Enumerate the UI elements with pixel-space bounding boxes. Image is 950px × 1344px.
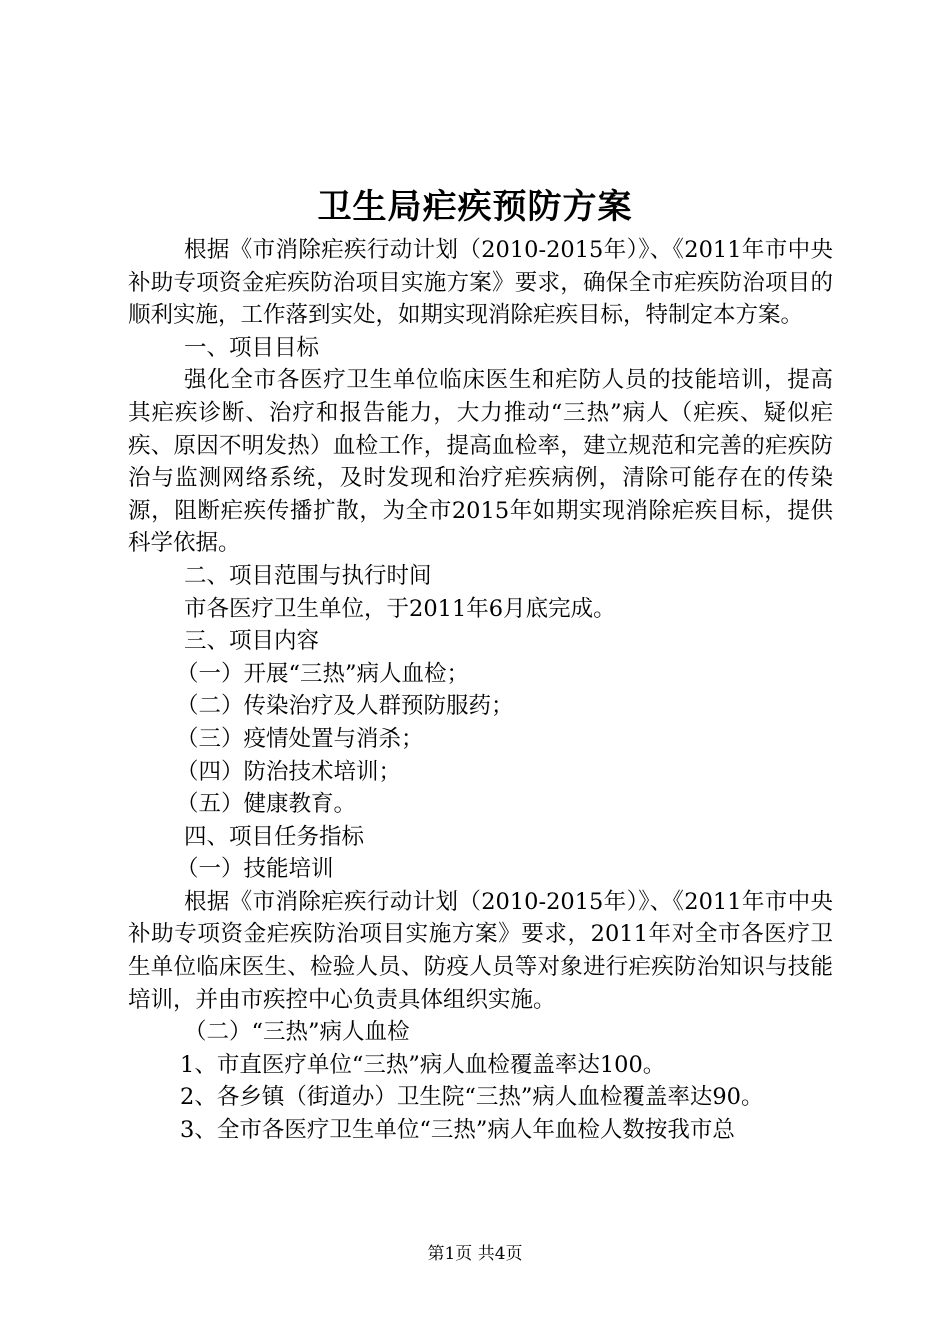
list-item: 1、市直医疗单位“三热”病人血检覆盖率达100。 [180,1051,666,1078]
list-item: （五）健康教育。 [176,791,357,818]
heading-scope-time: 二、项目范围与执行时间 [184,562,432,589]
paragraph-project-goal: 强化全市各医疗卫生单位临床医生和疟防人员的技能培训，提高其疟疾诊断、治疗和报告能力，大力推动“三热”病人（疟疾、疑似疟疾、原因不明发热）血检工作，提高血检率，建立规范和完善的疟疾防治与监测网络系统，及时发现和治疗疟疾病例，清除可能存在的传染源，阻断疟疾传播扩散，为全市2015年如期实现消除疟疾目标，提供科学依据。 [128,367,833,557]
subheading-blood-test: （二）“三热”病人血检 [184,1019,410,1046]
paragraph-intro: 根据《市消除疟疾行动计划（2010-2015年）》、《2011年市中央补助专项资金疟疾防治项目实施方案》要求，确保全市疟疾防治项目的顺利实施，工作落到实处，如期实现消除疟疾目标，特制定本方案。 [128,237,833,329]
list-item: （四）防治技术培训； [176,758,402,785]
heading-project-goal: 一、项目目标 [184,334,320,361]
paragraph-skill-training: 根据《市消除疟疾行动计划（2010-2015年）》、《2011年市中央补助专项资金疟疾防治项目实施方案》要求，2011年对全市各医疗卫生单位临床医生、检验人员、防疫人员等对象进行疟疾防治知识与技能培训，并由市疾控中心负责具体组织实施。 [128,888,833,1013]
document-title: 卫生局疟疾预防方案 [317,187,633,227]
list-item: 3、全市各医疗卫生单位“三热”病人年血检人数按我市总 [180,1117,735,1144]
list-item: （一）开展“三热”病人血检； [176,660,470,687]
list-item: （三）疫情处置与消杀； [176,725,424,752]
list-item: （二）传染治疗及人群预防服药； [176,693,514,720]
list-item: 2、各乡镇（街道办）卫生院“三热”病人血检覆盖率达90。 [180,1084,764,1111]
heading-task-indicators: 四、项目任务指标 [184,823,365,850]
heading-project-content: 三、项目内容 [184,628,320,655]
page-footer: 第1页 共4页 [427,1244,523,1264]
paragraph-scope-time: 市各医疗卫生单位，于2011年6月底完成。 [184,595,616,622]
subheading-skill-training: （一）技能培训 [176,856,334,883]
document-body [128,234,833,1147]
